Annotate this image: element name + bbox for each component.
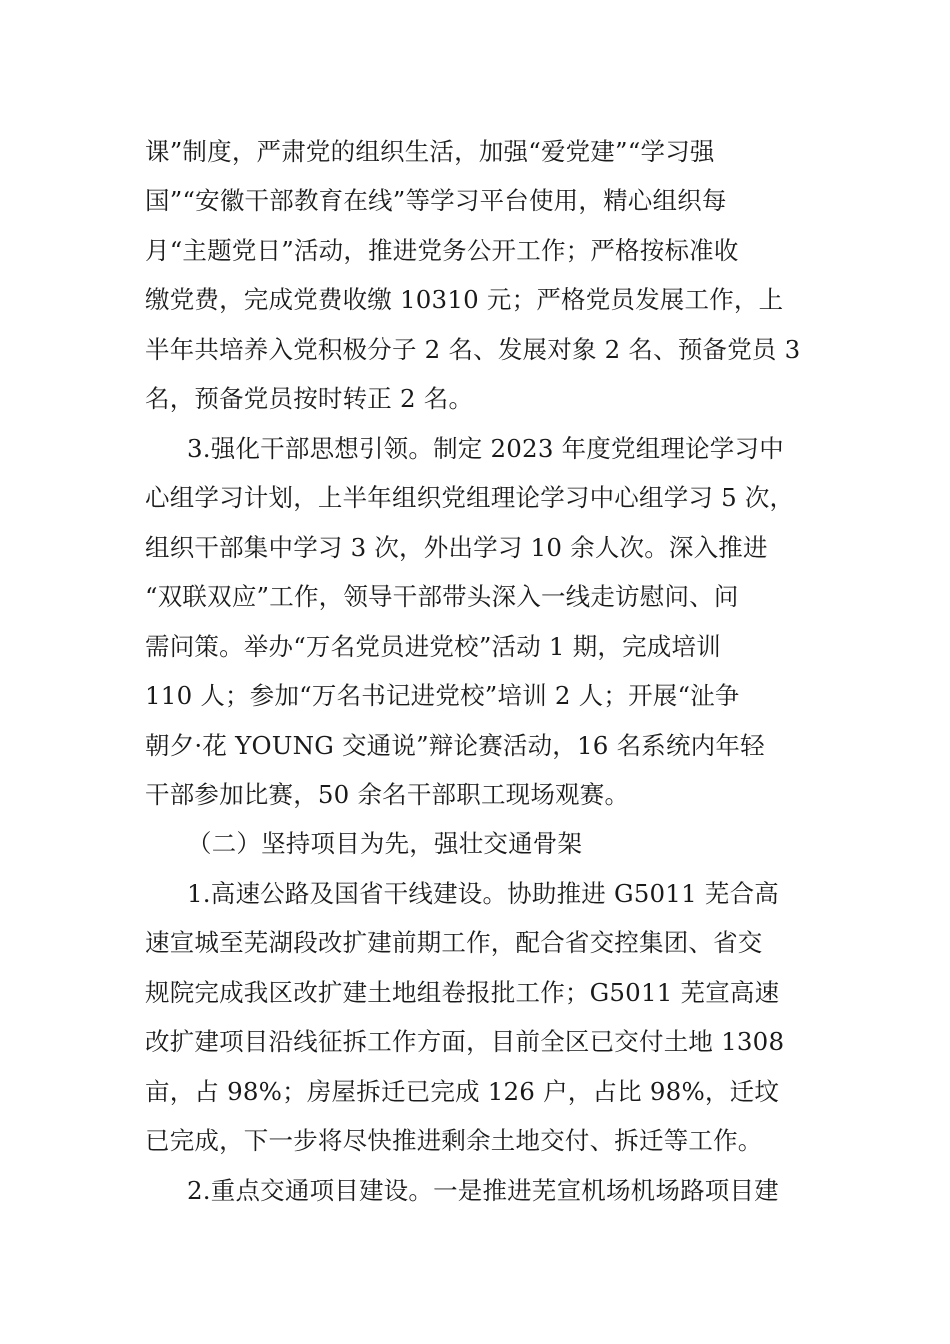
- body-text-line: “双联双应”工作，领导干部带头深入一线走访慰问、问: [145, 582, 739, 611]
- body-text-line: 组织干部集中学习 3 次，外出学习 10 余人次。深入推进: [145, 533, 768, 562]
- body-text-line: 名，预备党员按时转正 2 名。: [145, 384, 474, 413]
- body-text-line: 已完成，下一步将尽快推进剩余土地交付、拆迁等工作。: [145, 1126, 763, 1155]
- body-text-line: 规院完成我区改扩建土地组卷报批工作；G5011 芜宣高速: [145, 978, 780, 1007]
- section-item-2-start: 2.重点交通项目建设。一是推进芜宣机场机场路项目建: [187, 1176, 779, 1205]
- body-text-line: 朝夕·花 YOUNG 交通说”辩论赛活动，16 名系统内年轻: [145, 731, 765, 760]
- body-text-line: 缴党费，完成党费收缴 10310 元；严格党员发展工作，上: [145, 285, 784, 314]
- body-text-line: 110 人；参加“万名书记进党校”培训 2 人；开展“沚争: [145, 681, 740, 710]
- body-text-line: 心组学习计划，上半年组织党组理论学习中心组学习 5 次，: [145, 483, 795, 512]
- body-text-line: 半年共培养入党积极分子 2 名、发展对象 2 名、预备党员 3: [145, 335, 801, 364]
- body-text-line: 课”制度，严肃党的组织生活，加强“爱党建”“学习强: [145, 137, 715, 166]
- body-text-line: 国”“安徽干部教育在线”等学习平台使用，精心组织每: [145, 186, 727, 215]
- body-text-line: 改扩建项目沿线征拆工作方面，目前全区已交付土地 1308: [145, 1027, 785, 1056]
- body-text-line: 亩，占 98%；房屋拆迁已完成 126 户，占比 98%，迁坟: [145, 1077, 780, 1106]
- section-item-3-start: 3.强化干部思想引领。制定 2023 年度党组理论学习中: [187, 434, 784, 463]
- body-text-line: 速宣城至芜湖段改扩建前期工作，配合省交控集团、省交: [145, 928, 763, 957]
- section-heading: （二）坚持项目为先，强壮交通骨架: [187, 829, 583, 858]
- body-text-line: 月“主题党日”活动，推进党务公开工作；严格按标准收: [145, 236, 739, 265]
- section-item-1-start: 1.高速公路及国省干线建设。协助推进 G5011 芜合高: [187, 879, 779, 908]
- body-text-line: 需问策。举办“万名党员进党校”活动 1 期，完成培训: [145, 632, 721, 661]
- body-text-line: 干部参加比赛，50 余名干部职工现场观赛。: [145, 780, 630, 809]
